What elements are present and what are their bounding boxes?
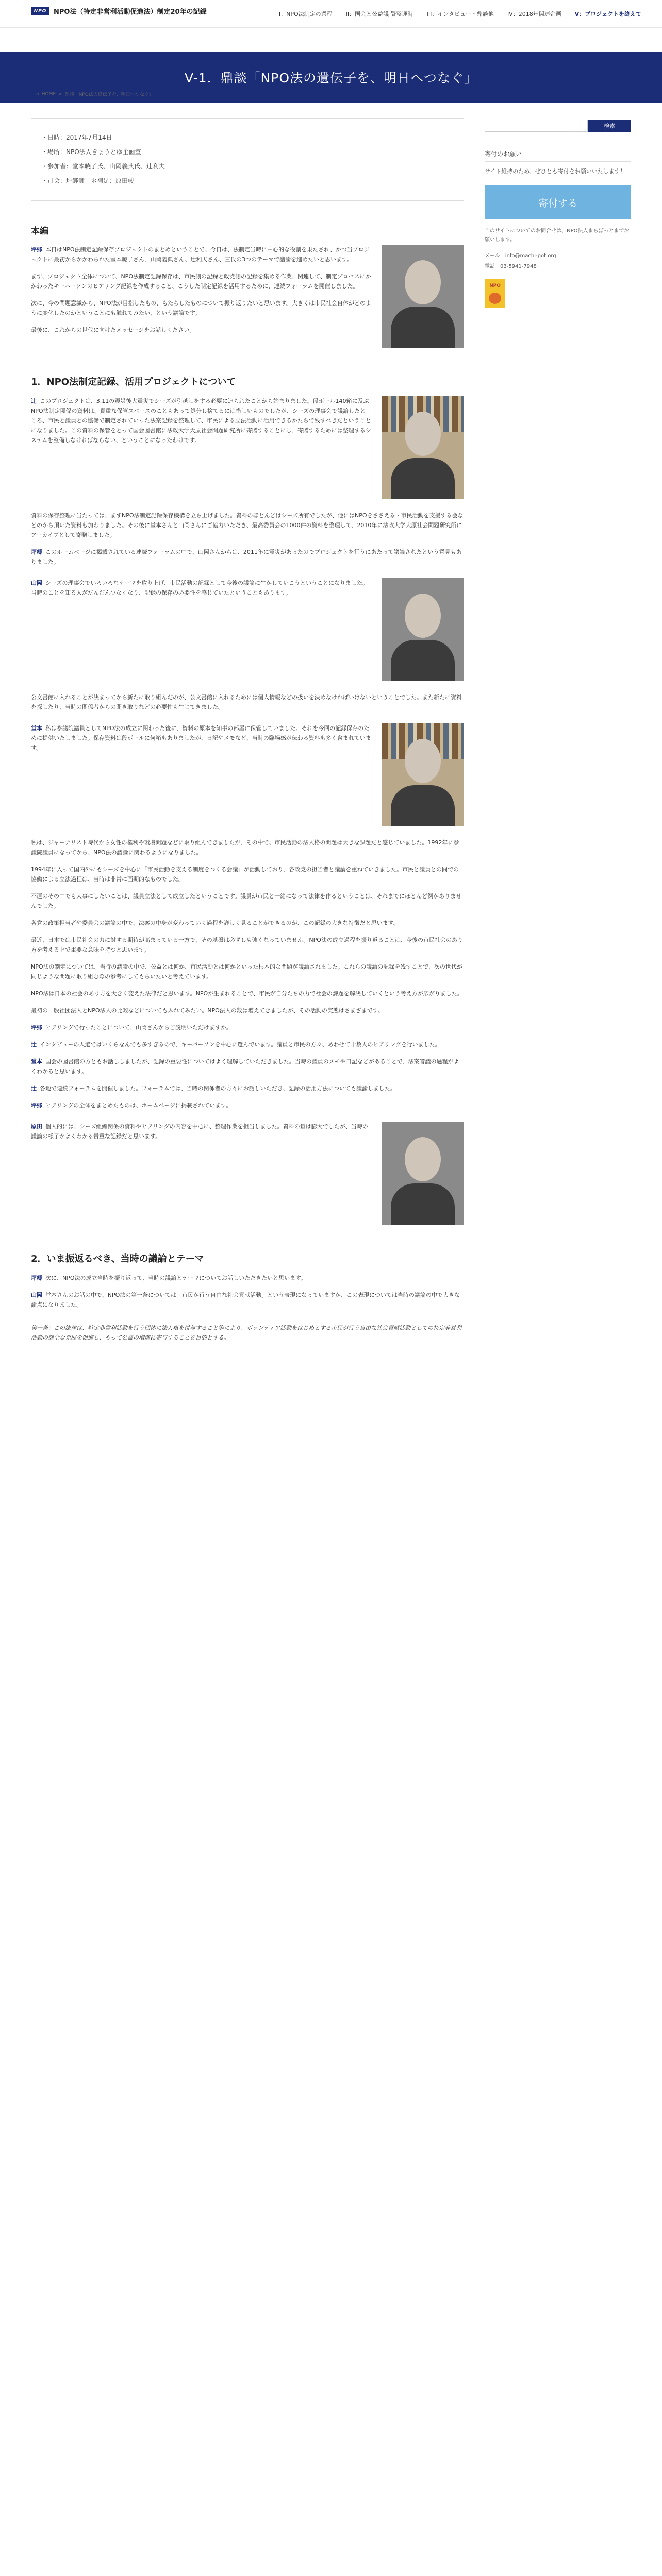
speaker: 辻 — [31, 398, 37, 404]
paragraph-text: ヒアリングで行ったことについて、山岡さんからご説明いただけますか。 — [45, 1024, 232, 1031]
paragraph — [31, 578, 371, 598]
speaker: 原田 — [31, 1123, 42, 1130]
paragraph-text: 次に、今の問題意識から、NPO法が目指したもの、もたらしたものについて振り返りたいと思います。大きくは市民社会自体がどのように変化したのかということにも触れてみたい、という議論です。 — [31, 300, 371, 316]
speaker: 坪郷 — [31, 549, 42, 555]
top-bar — [0, 0, 662, 28]
paragraph — [31, 1100, 464, 1110]
paragraph-text: 堂本さんのお話の中で、NPO法の第一条については「市民が行う自由な社会貢献活動」という表現になっていますが、この表現については当時の議論の中で大きな論点になりました。 — [31, 1292, 460, 1308]
section-heading-1: 1．NPO法制定記録、活用プロジェクトについて — [31, 377, 236, 387]
section-heading-honpen: 本編 — [31, 226, 48, 236]
speaker: 坪郷 — [31, 1024, 42, 1031]
contact-tel: 電話 03-5941-7948 — [485, 264, 537, 269]
s1-block-1 — [31, 396, 464, 499]
paragraph — [31, 838, 464, 857]
paragraph-text: シーズの理事会でいろいろなテーマを取り上げ、市民活動の記録として今後の議論に生かしていこうということになりました。当時のことを知る人がだんだん少なくなり、記録の保存の必要性を感じていたということもあります。 — [31, 580, 369, 596]
paragraph — [31, 1006, 464, 1015]
nav-item-1[interactable]: I：NPO法制定の過程 — [278, 11, 333, 18]
paragraph — [31, 1290, 464, 1310]
paragraph — [31, 723, 371, 753]
npo-badge-logo[interactable] — [485, 279, 505, 308]
badge-label: NPO — [489, 283, 501, 289]
paragraph-text: ヒアリングの全体をまとめたものは、ホームページに掲載されています。 — [45, 1102, 232, 1109]
portrait-photo — [382, 578, 464, 681]
portrait-photo — [382, 723, 464, 826]
paragraph-text: NPO法の制定については、当時の議論の中で、公益とは何か、市民活動とは何かといった根本的な問題が議論されました。これらの議論の記録を残すことで、次の世代が同じような問題に取り組む際の参考にしてもらいたいと考えています。 — [31, 963, 462, 980]
sidebar — [485, 117, 631, 308]
portrait-photo — [382, 396, 464, 499]
nav-item-4[interactable]: IV：2018年関連企画 — [507, 11, 561, 18]
paragraph — [31, 547, 464, 567]
s1-block-5 — [31, 723, 464, 826]
paragraph — [31, 325, 371, 335]
paragraph-text: 本日はNPO法制定記録保存プロジェクトのまとめということで、今日は、法制定当時に中心的な役割を果たされ、かつ当プロジェクトに最初からかかわられた堂本暁子さん、山岡義典さん、辻利夫さん、三氏の3つのテーマで議論を進めたいと思います。 — [31, 246, 370, 263]
paragraph — [31, 1057, 464, 1076]
s1-block-7 — [31, 1122, 464, 1225]
intro-block — [31, 245, 464, 348]
search-button[interactable]: 検索 — [588, 120, 631, 132]
nav-item-5[interactable]: V：プロジェクトを終えて — [574, 11, 641, 18]
paragraph-text: NPO法は日本の社会のあり方を大きく変えた法律だと思います。NPOが生まれることで、市民が自分たちの力で社会の課題を解決していくという考え方が広がりました。 — [31, 990, 463, 997]
contact-text: このサイトについてのお問合せは、NPO法人まちぽっとまでお願いします。 — [485, 228, 630, 243]
speaker: 山岡 — [31, 580, 42, 586]
portrait-photo — [382, 245, 464, 348]
speaker: 堂本 — [31, 725, 42, 732]
paragraph — [31, 692, 464, 712]
speaker: 坪郷 — [31, 1102, 42, 1109]
speaker: 坪郷 — [31, 246, 42, 253]
breadcrumb-home[interactable]: HOME — [41, 91, 56, 97]
paragraph — [31, 1023, 464, 1032]
search-input[interactable] — [485, 120, 588, 132]
paragraph — [31, 891, 464, 911]
paragraph-text: 私は、ジャーナリスト時代から女性の権利や環境問題などに取り組んできましたが、その中で、市民活動の法人格の問題は大きな課題だと感じていました。1992年に参議院議員になってから、NPO法の議論に関わるようになりました。 — [31, 839, 459, 856]
main-content — [31, 117, 464, 1354]
paragraph — [31, 989, 464, 998]
meta-place: ・ 場所：NPO法人きょうとゆ企画室 — [41, 145, 454, 159]
paragraph — [31, 918, 464, 928]
paragraph — [31, 865, 464, 884]
support-text: サイト維持のため、ぜひとも寄付をお願いいたします！ — [485, 168, 626, 175]
paragraph-text: 国会の図書館の方ともお話ししましたが、記録の重要性についてはよく理解していただきました。当時の議員のメモや日記などがあることで、法案審議の過程がよくわかると思います。 — [31, 1058, 459, 1075]
paragraph — [31, 1040, 464, 1049]
speaker: 山岡 — [31, 1292, 42, 1298]
paragraph-text: 最初の一般社団法人とNPO法人の比較などについてもふれてみたい。NPO法人の数は増えてきましたが、その活動の実態はさまざまです。 — [31, 1007, 384, 1014]
s1-block-4 — [31, 692, 464, 712]
logo-mark: NPO — [31, 7, 49, 15]
paragraph — [31, 1273, 464, 1283]
paragraph — [31, 245, 371, 264]
search-form — [485, 120, 631, 132]
breadcrumb — [36, 91, 154, 97]
speaker: 辻 — [31, 1085, 37, 1092]
paragraph-text: 各地で連続フォーラムを開催しました。フォーラムでは、当時の関係者の方々にお話しいただき、記録の活用方法についても議論しました。 — [40, 1085, 396, 1092]
support-heading: 寄付のお願い — [485, 149, 631, 162]
paragraph-text: 1994年に入って国内外にもシーズを中心に「市民活動を支える制度をつくる会議」が活動しており、各政党の担当者と議論を重ねていきました。市民と議員との間での協働による立法過程は、当時は非常に画期的なものでした。 — [31, 866, 459, 883]
paragraph — [31, 511, 464, 540]
paragraph-text: 個人的には、シーズ組織関係の資料やヒアリングの内容を中心に、整理作業を担当しました。資料の量は膨大でしたが、当時の議論の様子がよくわかる貴重な記録だと思います。 — [31, 1123, 368, 1140]
site-logo[interactable] — [31, 6, 207, 16]
main-nav — [279, 0, 641, 28]
home-icon: ⌂ — [36, 91, 39, 97]
closing-note: 第一条：この法律は、特定非営利活動を行う団体に法人格を付与すること等により、ボランティア活動をはじめとする市民が行う自由な社会貢献活動としての特定非営利活動の健全な発展を促進し、もって公益の増進に寄与することを目的とする。 — [31, 1325, 462, 1341]
paragraph-text: 各党の政策担当者や委員会の議論の中で、法案の中身が変わっていく過程を詳しく見ることができるのが、この記録の大きな特徴だと思います。 — [31, 920, 399, 926]
paragraph-text: まず、プロジェクト全体について、NPO法制定記録保存は、市民側の記録と政党側の記録を集める作業、関連して、制定プロセスにかかわったキーパーソンのヒアリング記録を作成すること、こうした制定記録を活用するために、連続フォーラムを開催しました。 — [31, 273, 371, 290]
paragraph-text: 公文書館に入れることが決まってから新たに取り組んだのが、公文書館に入れるためには個人情報などの扱いを決めなければいけないということでした。また新たに資料を探したり、当時の関係者からの聞き取りなどの必要性も生じてきました。 — [31, 694, 462, 710]
paragraph — [31, 1083, 464, 1093]
paragraph-text: 最後に、これからの世代に向けたメッセージをお話しください。 — [31, 327, 195, 333]
contact-mail[interactable]: メール info@machi-pot.org — [485, 253, 556, 259]
section-heading-2: 2．いま振返るべき、当時の議論とテーマ — [31, 1253, 204, 1264]
paragraph — [31, 935, 464, 955]
speaker: 辻 — [31, 1041, 37, 1048]
paragraph-text: インタビューの人選ではいくらなんでも多すぎるので、キーパーソンを中心に選んでいます。議員と市民の方々、あわせて十数人のヒアリングを行いました。 — [40, 1041, 441, 1048]
logo-text: NPO法（特定非営利活動促進法）制定20年の記録 — [54, 8, 207, 16]
paragraph — [31, 962, 464, 981]
portrait-photo — [382, 1122, 464, 1225]
speaker: 坪郷 — [31, 1275, 42, 1281]
nav-item-3[interactable]: III：インタビュー・鼎談他 — [426, 11, 494, 18]
paragraph-text: 不運のその中でも大事にしたいことは、議員立法として成立したということです。議員が市民と一緒になって法律を作るということは、それまでにほとんど例がありませんでした。 — [31, 893, 462, 909]
paragraph — [31, 396, 371, 445]
speaker: 堂本 — [31, 1058, 42, 1065]
s1-block-2 — [31, 511, 464, 567]
s2-block — [31, 1273, 464, 1343]
paragraph-text: 私は参議院議員としてNPO法の成立に関わった後に、資料の原本を知事の部屋に保管していました。それを今回の記録保存のために提供いたしました。保存資料は段ボールに何箱もありましたが、日記やメモなど、当時の臨場感が伝わる資料も多く含まれています。 — [31, 725, 371, 751]
paragraph — [31, 272, 371, 291]
paragraph-text: 次に、NPO法の成立当時を振り返って、当時の議論とテーマについてお話しいただきたいと思います。 — [45, 1275, 307, 1281]
meta-date: ・ 日時：2017年7月14日 — [41, 130, 454, 145]
nav-item-2[interactable]: II：国会と公益議 署整運時 — [345, 11, 413, 18]
paragraph-text: 最近、日本では市民社会の力に対する期待が高まっている一方で、その基盤は必ずしも強くなっていません。NPO法の成立過程を振り返ることは、今後の市民社会のあり方を考える上で重要な意味を持つと思います。 — [31, 937, 463, 953]
paragraph-text: このホームページに掲載されている連続フォーラムの中で、山岡さんからは、2011年に震災があったのでプロジェクトを行うにあたって議論されたという意見もありました。 — [31, 549, 462, 565]
meta-participants: ・ 参加者：堂本暁子氏、山岡義典氏、辻利夫 — [41, 159, 454, 174]
paragraph — [31, 298, 371, 318]
donate-button[interactable]: 寄付する — [485, 185, 631, 219]
breadcrumb-current: 鼎談「NPO法の遺伝子を、明日へつなぐ」 — [64, 92, 154, 97]
s1-block-3 — [31, 578, 464, 681]
paragraph — [31, 1122, 371, 1141]
page-title: V-1．鼎談「NPO法の遺伝子を、明日へつなぐ」 — [184, 71, 478, 86]
breadcrumb-sep: > — [58, 91, 62, 97]
paragraph-text: 資料の保存整理に当たっては、まずNPO法制定記録保存機構を立ち上げました。資料のほとんどはシーズ所有でしたが、他にはNPOをささえる・市民活動を支援する会などのから頂いた資料も加わりました。その後に堂本さんと山岡さんにご協力いただき、最高委員会の1000件の資料を整理して、2010年に法政大学大原社会問題研究所にアーカイブとして寄贈しました。 — [31, 512, 464, 538]
meta-list — [31, 118, 464, 201]
paragraph-text: このプロジェクトは、3.11の震災後大震災でシーズが引越しをする必要に迫られたことから始まりました。段ボール140箱に及ぶNPO法制定関係の資料は、貴重な保管スペースのこともあって処分し捨てるには惜しいものでしたが、シーズの理事会で議論したところ、市民と議員との協働で制定されていった法案記録を整理して、市民による立法活動に活用できるかたちで残すべきだということになりました。この資料の保管をとって国会図書館に法政大学大原社会問題研究所に寄贈することにし、寄贈するためには整理するシステムを整備しなければならない、ということになったわけです。 — [31, 398, 371, 444]
meta-moderator: ・ 司会：坪郷實 ＊補足：原田峻 — [41, 174, 454, 188]
intro-text — [31, 245, 371, 342]
s1-block-6 — [31, 838, 464, 1110]
